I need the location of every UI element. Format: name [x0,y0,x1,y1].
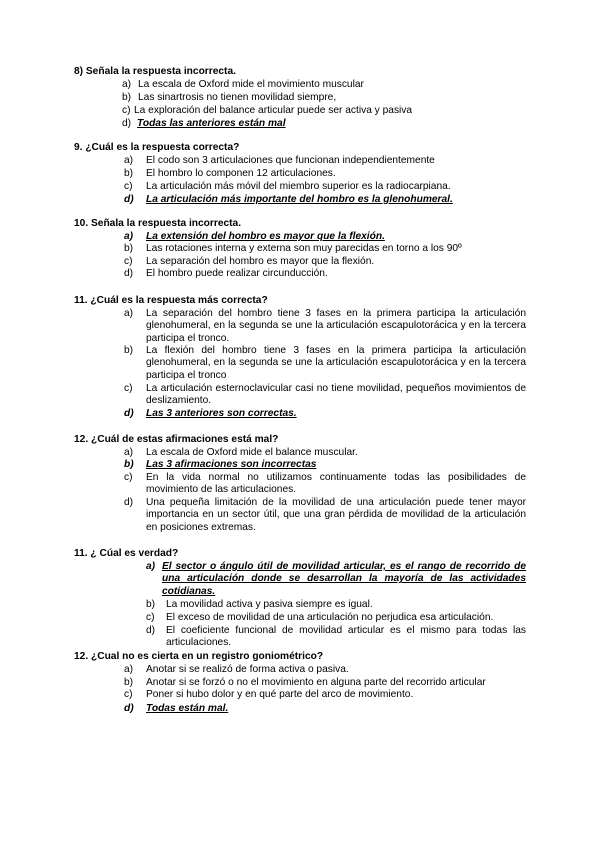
option-text: Las 3 anteriores son correctas. [146,408,297,419]
option-text: La flexión del hombro tiene 3 fases en la primera participa la articulación glenohumeral, en la segunda se une la articulación escapulotorácica y en la tercera participa el tronco [146,345,526,381]
option-label: c) [124,689,133,700]
option-label: b) [124,243,134,254]
question-title: 12. ¿Cuál de estas afirmaciones está mal? [74,434,279,445]
option-label: a) [146,561,156,572]
question-title: 11. ¿ Cúal es verdad? [74,548,179,559]
option-label: b) [146,599,156,610]
question-title: 8) Señala la respuesta incorrecta. [74,66,236,77]
option-text: La articulación más importante del hombro es la glenohumeral. [146,194,453,205]
option-label: b) [124,345,134,356]
option-text: La escala de Oxford mide el movimiento muscular [138,79,364,90]
option-label: d) [146,625,156,636]
option-text: El hombro lo componen 12 articulaciones. [146,168,336,179]
option-text: La extensión del hombro es mayor que la flexión. [146,231,385,242]
option-label: d) [124,703,134,714]
option-label: c) [124,181,133,192]
option-text: La exploración del balance articular puede ser activa y pasiva [134,105,413,116]
option-label: c) [124,383,133,394]
option-label: d) [124,497,134,508]
option-label: a) [124,664,134,675]
question-title: 12. ¿Cual no es cierta en un registro goniométrico? [74,651,324,662]
option-text: La separación del hombro tiene 3 fases en la primera participa la articulación glenohumeral, en la segunda se une la articulación escapulotorácica y en la tercera participa el tronco. [146,308,526,344]
option-text: En la vida normal no utilizamos continuamente todas las posibilidades de movimiento de las articulaciones. [146,472,526,496]
option-label: d) [124,408,134,419]
option-text: El sector o ángulo útil de movilidad articular, es el rango de recorrido de una articulación donde se desarrollan la mayoría de las actividades cotidianas. [162,561,526,597]
option-label: d) [122,118,132,129]
option-text: La articulación esternoclavicular casi no tiene movilidad, pequeños movimientos de deslizamiento. [146,383,526,407]
option-text: La articulación más móvil del miembro superior es la radiocarpiana. [146,181,451,192]
option-label: b) [124,677,134,688]
option-text: Todas las anteriores están mal [137,118,286,129]
option-text: Anotar si se forzó o no el movimiento en alguna parte del recorrido articular [146,677,486,688]
option-label: a) [124,231,134,242]
option-text: Las 3 afirmaciones son incorrectas [146,459,317,470]
question-title: 11. ¿Cuál es la respuesta más correcta? [74,295,268,306]
option-text: Poner si hubo dolor y en qué parte del arco de movimiento. [146,689,414,700]
option-text: El exceso de movilidad de una articulación no perjudica esa articulación. [166,612,494,623]
option-text: La movilidad activa y pasiva siempre es igual. [166,599,373,610]
option-text: Anotar si se realizó de forma activa o pasiva. [146,664,349,675]
option-label: c) [124,472,133,483]
option-text: Las rotaciones interna y externa son muy parecidas en torno a los 90º [146,243,462,254]
option-label: a) [124,447,134,458]
option-text: El coeficiente funcional de movilidad articular es el mismo para todas las articulaciones. [166,625,526,649]
option-label: b) [124,459,134,470]
option-text: El hombro puede realizar circunducción. [146,268,328,279]
question-title: 9. ¿Cuál es la respuesta correcta? [74,142,240,153]
option-label: d) [124,194,134,205]
option-text: Las sinartrosis no tienen movilidad siempre, [138,92,337,103]
option-text: Una pequeña limitación de la movilidad de una articulación puede tener mayor importancia en un sector útil, que una gran pérdida de movilidad de la articulación en posiciones extremas. [146,497,526,533]
option-text: Todas están mal. [146,703,229,714]
option-text: La escala de Oxford mide el balance muscular. [146,447,358,458]
option-label: a) [124,308,134,319]
option-label: d) [124,268,134,279]
option-label: c) [124,256,133,267]
option-label: a) [124,155,134,166]
option-label: c) [146,612,155,623]
option-label: a) [122,79,132,90]
question-title: 10. Señala la respuesta incorrecta. [74,218,242,229]
option-text: La separación del hombro es mayor que la flexión. [146,256,375,267]
option-label: b) [124,168,134,179]
option-label: c) [122,105,131,116]
option-label: b) [122,92,132,103]
option-text: El codo son 3 articulaciones que funcionan independientemente [146,155,435,166]
